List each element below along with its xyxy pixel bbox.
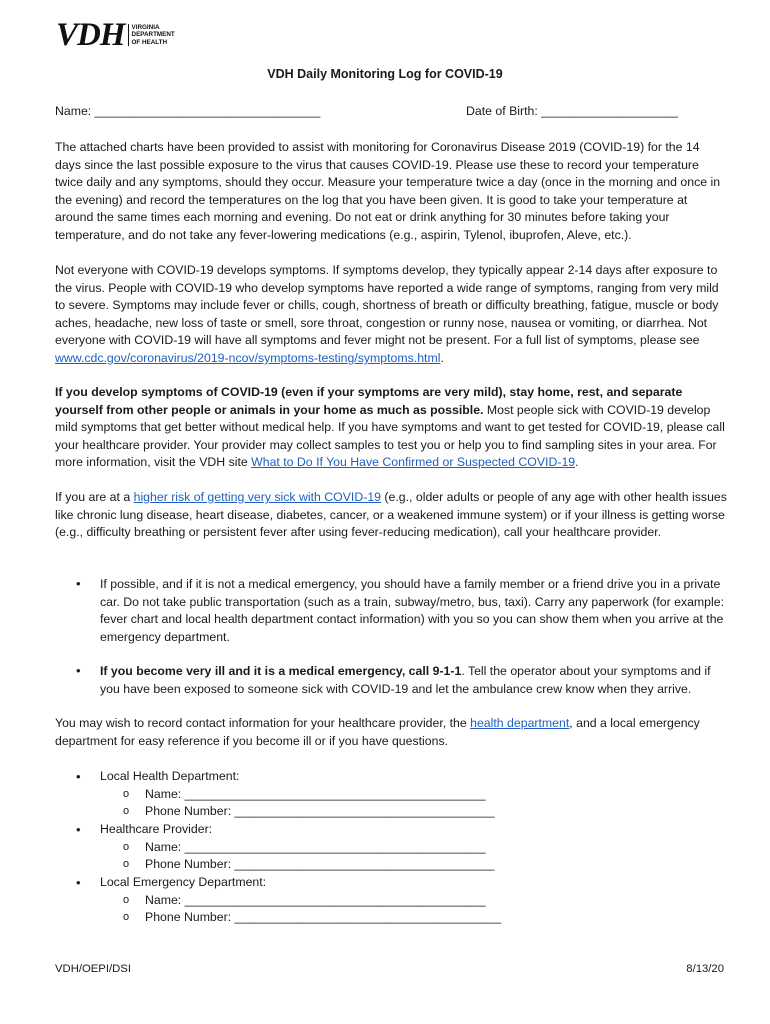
stay-home-paragraph bbox=[55, 384, 727, 472]
high-risk-text: (e.g., older adults or people of any age with other health issues like chronic lung disease, heart disease, diabetes, cancer, or a weakened immune system) or if your illness is getting worse (e.g., difficulty breathing or persistent fever after using fever-reducing medication), call your healthcare provider. bbox=[55, 490, 727, 540]
logo-line-2: DEPARTMENT bbox=[131, 31, 175, 39]
name-field[interactable]: Name: _________________________________ bbox=[55, 104, 321, 118]
bullet-icon: • bbox=[76, 875, 81, 890]
bullet-icon: • bbox=[76, 822, 81, 837]
stay-home-bold: If you develop symptoms of COVID-19 (even if your symptoms are very mild), stay home, rest, and separate yourself from other people or animals in your home as much as possible. bbox=[55, 385, 683, 417]
high-risk-pre: If you are at a bbox=[55, 490, 134, 504]
bullet-icon: • bbox=[76, 769, 81, 784]
stay-home-end: . bbox=[575, 455, 579, 470]
intro-paragraph: The attached charts have been provided to assist with monitoring for Coronavirus Disease 2019 (COVID-19) for the 14 days since the last possible exposure to the virus that causes COVID-19. Please use these to record your temperature twice daily and any symptoms, should they occur. Measure your temperature twice a day (once in the morning and once in the evening) and record the temperatures on the log that you have been given. It is good to take your temperature at around the same times each morning and evening. Do not eat or drink anything for 30 minutes before taking your temperature, and do not take any fever-lowering medications (e.g., aspirin, Tylenol, ibuprofen, Aleve, etc.). bbox=[55, 140, 721, 242]
high-risk-paragraph bbox=[55, 489, 727, 542]
cdc-symptoms-link[interactable]: www.cdc.gov/coronavirus/2019-ncov/symptoms-testing/symptoms.html bbox=[55, 350, 441, 365]
bullet-icon: • bbox=[76, 663, 81, 678]
vdh-logo bbox=[56, 17, 175, 53]
bullet-icon: • bbox=[76, 576, 81, 591]
sub-bullet-icon: o bbox=[123, 788, 130, 800]
hp-phone-field[interactable]: Phone Number: ______________________________________ bbox=[145, 857, 495, 871]
sub-bullet-icon: o bbox=[123, 894, 130, 906]
hp-name-field[interactable]: Name: ____________________________________________ bbox=[145, 840, 486, 854]
emergency-bullet bbox=[100, 663, 730, 698]
footer-date: 8/13/20 bbox=[686, 963, 724, 975]
healthcare-provider-label: Healthcare Provider: bbox=[100, 822, 213, 836]
symptoms-text: Not everyone with COVID-19 develops symptoms. If symptoms develop, they typically appear 2-14 days after exposure to the virus. People with COVID-19 who develop symptoms have reported a wide range of symptoms, ranging from very mild to severe. Symptoms may include fever or chills, cough, shortness of breath or difficulty breathing, fatigue, muscle or body aches, headache, new loss of taste or smell, sore throat, congestion or runny nose, nausea or vomiting, or diarrhea. Not everyone with COVID-19 will have all symptoms and fever might not be present. For a full list of symptoms, please see bbox=[55, 263, 719, 348]
led-name-field[interactable]: Name: ____________________________________________ bbox=[145, 893, 486, 907]
symptoms-paragraph bbox=[55, 262, 727, 368]
sub-bullet-icon: o bbox=[123, 841, 130, 853]
sub-bullet-icon: o bbox=[123, 805, 130, 817]
health-department-link[interactable]: health department bbox=[470, 716, 570, 730]
transport-bullet: If possible, and if it is not a medical emergency, you should have a family member or a friend drive you in a private car. Do not take public transportation (such as a train, subway/metro, bus, taxi). Carry any paperwork (for example: fever chart and local health department contact information) with you so you can show them when you arrive at the emergency department. bbox=[100, 577, 725, 644]
footer-department-code: VDH/OEPI/DSI bbox=[55, 963, 131, 975]
sub-bullet-icon: o bbox=[123, 858, 130, 870]
lhd-phone-field[interactable]: Phone Number: ______________________________________ bbox=[145, 804, 495, 818]
page-title: VDH Daily Monitoring Log for COVID-19 bbox=[267, 67, 503, 81]
local-health-department-label: Local Health Department: bbox=[100, 769, 240, 783]
emergency-text: . Tell the operator about your symptoms and if you have been exposed to someone sick with COVID-19 and let the ambulance crew know when they arrive. bbox=[100, 664, 711, 696]
logo-mark: VDH bbox=[56, 17, 125, 53]
led-phone-field[interactable]: Phone Number: _______________________________________ bbox=[145, 910, 502, 924]
date-of-birth-field[interactable]: Date of Birth: ____________________ bbox=[466, 104, 678, 118]
logo-line-1: VIRGINIA bbox=[131, 24, 160, 32]
logo-line-3: OF HEALTH bbox=[131, 38, 168, 46]
emergency-bold: If you become very ill and it is a medical emergency, call 9-1-1 bbox=[100, 664, 462, 678]
contact-info-pre: You may wish to record contact information for your healthcare provider, the bbox=[55, 716, 471, 730]
sub-bullet-icon: o bbox=[123, 911, 130, 923]
higher-risk-link[interactable]: higher risk of getting very sick with COVID-19 bbox=[133, 490, 382, 504]
contact-info-text: , and a local emergency department for easy reference if you become ill or if you have questions. bbox=[55, 716, 700, 748]
logo-text bbox=[128, 24, 175, 46]
vdh-what-to-do-link[interactable]: What to Do If You Have Confirmed or Suspected COVID-19 bbox=[251, 455, 576, 470]
stay-home-text: Most people sick with COVID-19 develop mild symptoms that get better without medical help. If you have symptoms and want to get tested for COVID-19, please call your healthcare provider. Your provider may collect samples to test you or help you to find sampling sites in your area. For more information, visit the VDH site bbox=[55, 402, 725, 470]
local-emergency-department-label: Local Emergency Department: bbox=[100, 875, 267, 889]
symptoms-end: . bbox=[440, 350, 444, 365]
lhd-name-field[interactable]: Name: ____________________________________________ bbox=[145, 787, 486, 801]
contact-info-paragraph bbox=[55, 715, 727, 750]
